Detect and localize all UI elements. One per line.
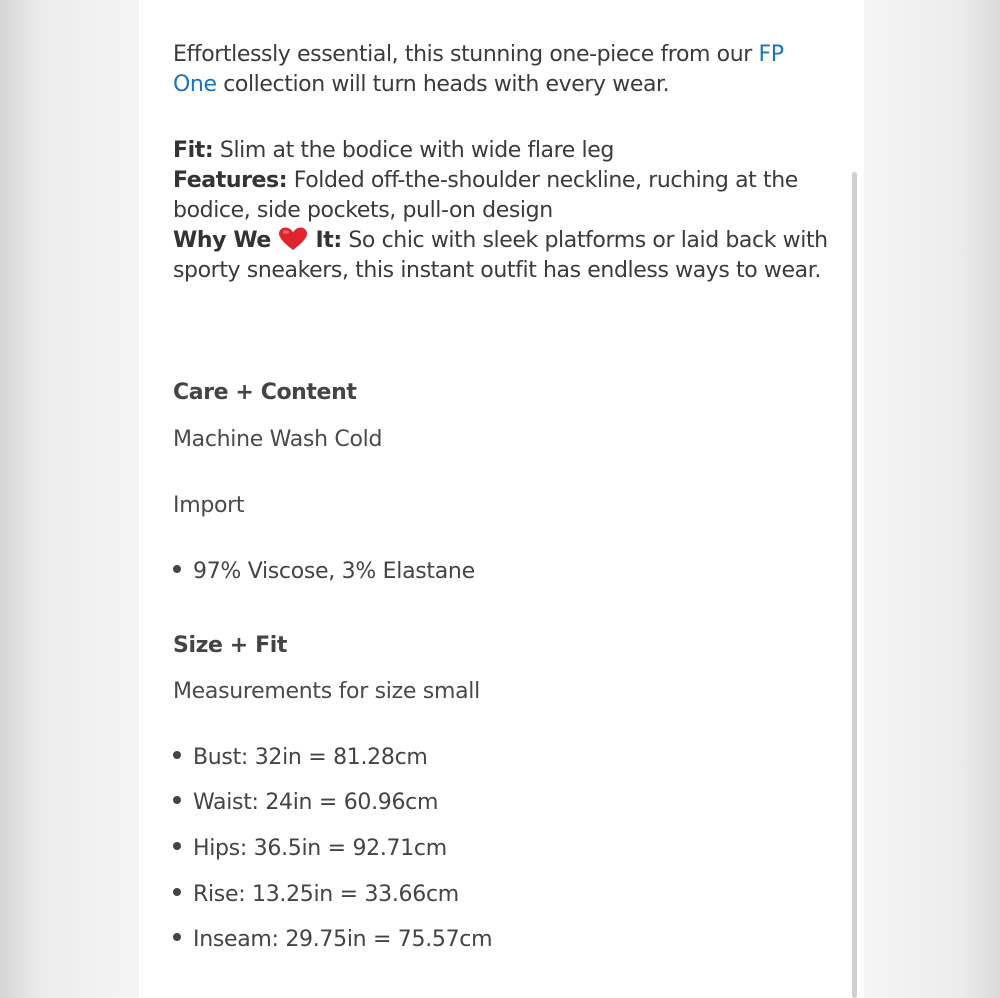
care-content-heading: Care + Content	[173, 380, 357, 405]
measurement-bust: Bust: 32in = 81.28cm	[193, 745, 428, 770]
bullet-icon	[173, 796, 181, 804]
why-label-start: Why We	[173, 228, 279, 253]
features-line	[173, 166, 833, 226]
features-text: Folded off-the-shoulder neckline, ruching at the bodice, side pockets, pull-on design	[173, 168, 798, 223]
list-item	[173, 927, 492, 952]
details-block	[173, 136, 833, 286]
heart-icon	[278, 227, 308, 251]
measurement-waist: Waist: 24in = 60.96cm	[193, 790, 439, 815]
product-description-panel	[139, 0, 864, 998]
measurement-inseam: Inseam: 29.75in = 75.57cm	[193, 927, 493, 952]
care-wash-text: Machine Wash Cold	[173, 427, 383, 452]
intro-paragraph	[173, 40, 833, 100]
list-item	[173, 790, 438, 815]
bullet-icon	[173, 751, 181, 759]
list-item	[173, 559, 475, 584]
why-label-end: It:	[308, 228, 342, 253]
why-text: So chic with sleek platforms or laid back with sporty sneakers, this instant outfit has endless ways to wear.	[173, 228, 828, 283]
care-origin-text: Import	[173, 493, 245, 518]
features-label: Features:	[173, 168, 288, 193]
list-item	[173, 836, 447, 861]
bullet-icon	[173, 888, 181, 896]
fit-text: Slim at the bodice with wide flare leg	[213, 138, 614, 163]
description-block	[173, 40, 833, 286]
size-fit-heading: Size + Fit	[173, 633, 287, 658]
content-text: 97% Viscose, 3% Elastane	[193, 559, 475, 584]
bullet-icon	[173, 933, 181, 941]
fp-one-link[interactable]: FP One	[173, 42, 784, 97]
bullet-icon	[173, 565, 181, 573]
why-we-love-it-line	[173, 226, 833, 286]
measurement-hips: Hips: 36.5in = 92.71cm	[193, 836, 447, 861]
list-item	[173, 745, 428, 770]
intro-text-end: collection will turn heads with every wear.	[216, 72, 670, 97]
right-backdrop	[864, 0, 1000, 998]
bullet-icon	[173, 842, 181, 850]
fit-line	[173, 136, 833, 166]
left-backdrop	[0, 0, 139, 998]
list-item	[173, 882, 459, 907]
size-subtitle: Measurements for size small	[173, 679, 480, 704]
intro-text-start: Effortlessly essential, this stunning one-piece from our	[173, 42, 759, 67]
scrollbar[interactable]	[852, 172, 857, 998]
measurement-rise: Rise: 13.25in = 33.66cm	[193, 882, 459, 907]
fit-label: Fit:	[173, 138, 214, 163]
